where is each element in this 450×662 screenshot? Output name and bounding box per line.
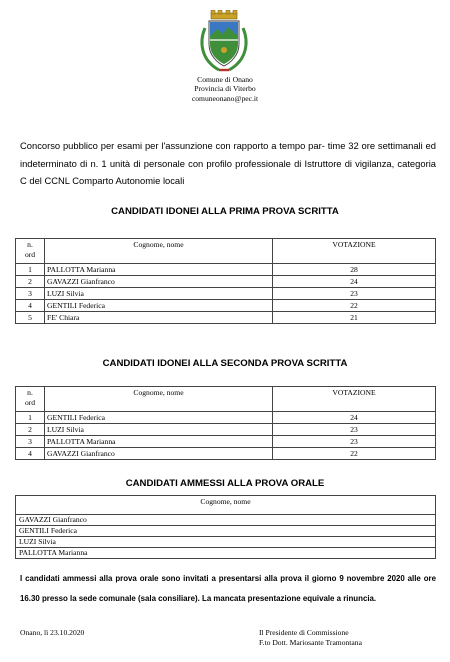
table-row: 2 LUZI Silvia 23 [16, 424, 436, 436]
table-row: 3 LUZI Silvia 23 [16, 288, 436, 300]
col-header-number: n. ord [16, 387, 45, 412]
municipal-coat-of-arms-emblem [197, 10, 251, 76]
col-header-number: n. ord [16, 239, 45, 264]
col-header-name: Cognome, nome [45, 387, 273, 412]
table-row: 4 GENTILI Federica 22 [16, 300, 436, 312]
table-row: 4 GAVAZZI Gianfranco 22 [16, 448, 436, 460]
province-name: Provincia di Viterbo [194, 84, 256, 94]
col-header-vote: VOTAZIONE [273, 387, 436, 412]
table-row: 3 PALLOTTA Marianna 23 [16, 436, 436, 448]
first-written-test-table [15, 238, 436, 324]
competition-description: Concorso pubblico per esami per l'assunzione con rapporto a tempo par- time 32 ore settimanali ed indeterminato di n. 1 unità di personale con profilo professionale di Istruttore di vigilanza, categoria C del CCNL Comparto Autonomie locali [20, 140, 436, 186]
signature-name: F.to Dott. Mariosante Tramontana [259, 638, 362, 647]
table-row: GAVAZZI Gianfranco [16, 515, 436, 526]
table-row: 5 FE' Chiara 21 [16, 312, 436, 324]
table-row: 2 GAVAZZI Gianfranco 24 [16, 276, 436, 288]
table-row: PALLOTTA Marianna [16, 548, 436, 559]
section-title-first-written-test: CANDIDATI IDONEI ALLA PRIMA PROVA SCRITTA [111, 206, 339, 217]
pec-email: comuneonano@pec.it [191, 93, 259, 103]
table-header-row [16, 239, 436, 264]
municipality-header [0, 75, 450, 103]
table-header-row [16, 387, 436, 412]
section-title-oral-test: CANDIDATI AMMESSI ALLA PROVA ORALE [125, 478, 325, 489]
col-header-vote: VOTAZIONE [273, 239, 436, 264]
col-header-name: Cognome, nome [45, 239, 273, 264]
col-header-name: Cognome, nome [16, 496, 436, 515]
second-written-test-table [15, 386, 436, 460]
commission-signature [259, 628, 362, 648]
table-header-row [16, 496, 436, 515]
document-date: Onano, lì 23.10.2020 [20, 628, 85, 637]
signature-title: Il Presidente di Commissione [259, 628, 349, 637]
oral-test-admitted-table [15, 495, 436, 559]
section-title-second-written-test: CANDIDATI IDONEI ALLA SECONDA PROVA SCRITTA [102, 358, 348, 369]
table-row: GENTILI Federica [16, 526, 436, 537]
table-row: 1 GENTILI Federica 24 [16, 412, 436, 424]
table-row: 1 PALLOTTA Marianna 28 [16, 264, 436, 276]
oral-test-invitation-text: I candidati ammessi alla prova orale sono invitati a presentarsi alla prova il giorno 9 novembre 2020 alle ore 16.30 presso la sede comunale (sala consiliare). La mancata presentazione equivale a rinuncia. [20, 574, 436, 603]
municipality-name: Comune di Onano [197, 75, 253, 84]
crown-icon [211, 10, 237, 19]
table-row: LUZI Silvia [16, 537, 436, 548]
